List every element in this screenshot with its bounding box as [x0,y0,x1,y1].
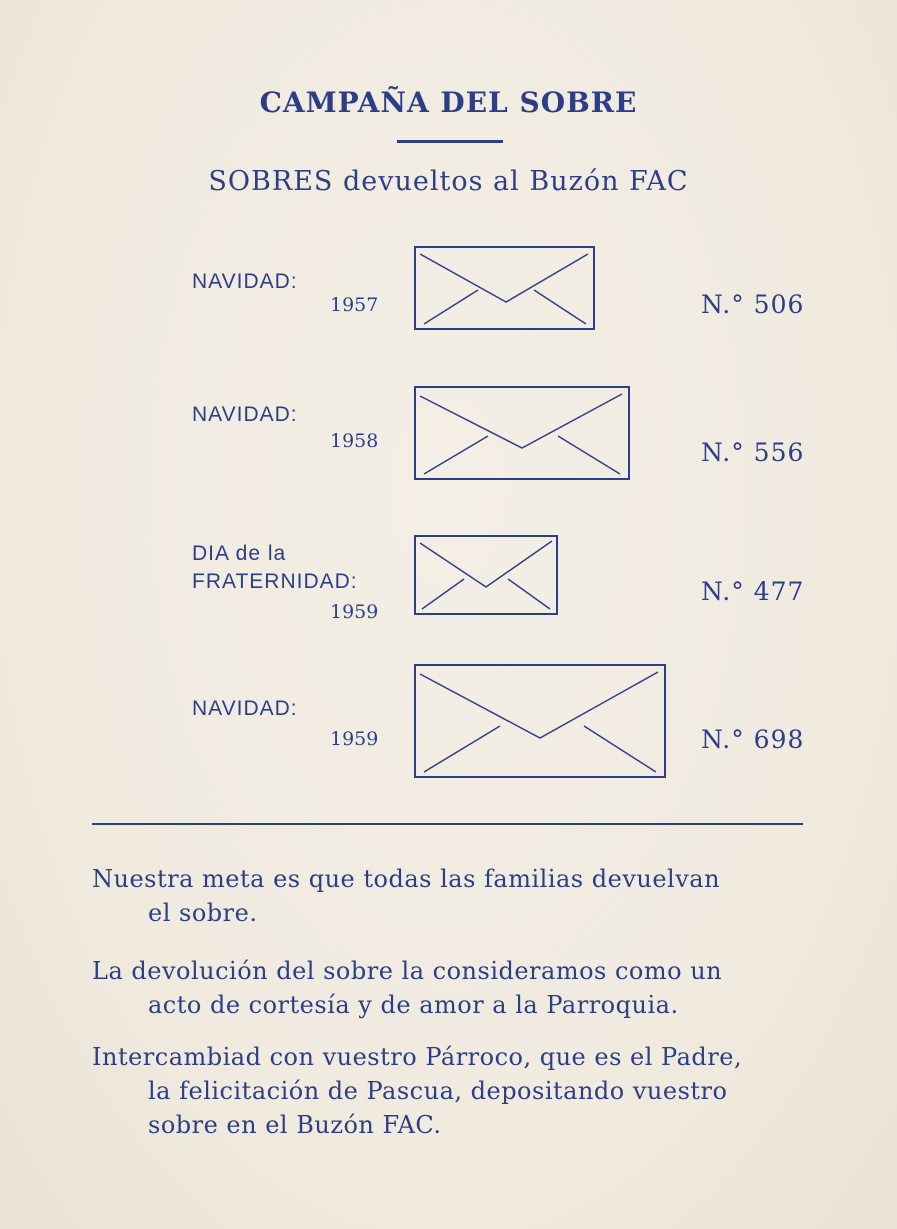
note-line: sobre en el Buzón FAC. [148,1111,442,1139]
entry-count: N.° 506 [701,290,805,319]
section-divider [92,823,803,825]
note-paragraph [92,954,812,1022]
page-title: CAMPAÑA DEL SOBRE [259,86,638,119]
note-line: acto de cortesía y de amor a la Parroquia. [148,991,679,1019]
entry-label: DIA de la [192,542,287,565]
entry-count: N.° 556 [701,438,805,467]
entry-year: 1958 [330,430,379,452]
envelope-icon [414,535,558,615]
entry-label: NAVIDAD: [192,403,298,426]
entry-label: NAVIDAD: [192,270,298,293]
entry-label: NAVIDAD: [192,697,298,720]
page-subtitle: SOBRES devueltos al Buzón FAC [208,166,689,197]
note-line: La devolución del sobre la consideramos como un [92,957,723,985]
note-line: Nuestra meta es que todas las familias devuelvan [92,865,721,893]
note-line: Intercambiad con vuestro Párroco, que es el Padre, [92,1043,743,1071]
note-line: la felicitación de Pascua, depositando vuestro [148,1077,728,1105]
entry-count: N.° 698 [701,725,805,754]
note-paragraph [92,1040,812,1142]
entry-label: FRATERNIDAD: [192,570,358,593]
envelope-icon [414,246,595,330]
note-line: el sobre. [148,899,258,927]
entry-year: 1959 [330,728,379,750]
envelope-icon [414,386,630,480]
note-paragraph [92,862,812,930]
title-underline [397,140,503,143]
entry-year: 1959 [330,601,379,623]
entry-count: N.° 477 [701,577,805,606]
entry-year: 1957 [330,294,379,316]
envelope-icon [414,664,666,778]
